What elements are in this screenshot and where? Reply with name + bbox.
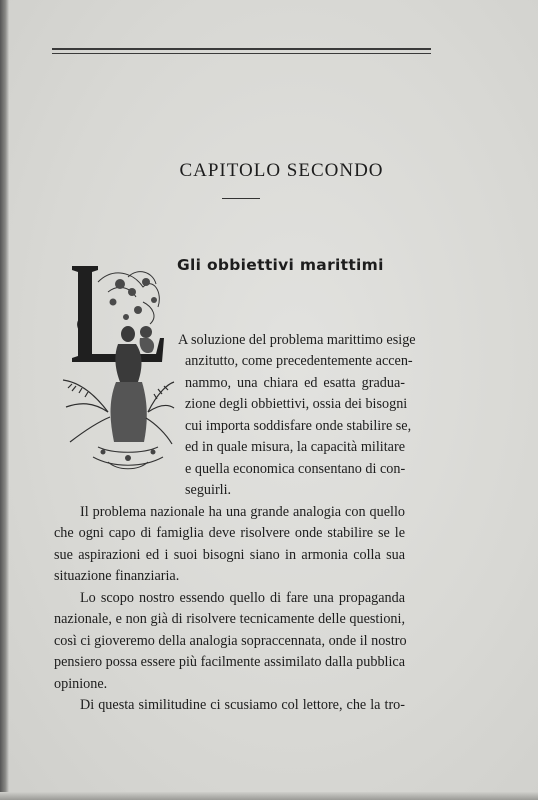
text-line: pensiero possa essere più facilmente assimilato dalla pubblica	[54, 654, 406, 670]
text-line: ed in quale misura, la capacità militare	[185, 439, 405, 455]
text-line: che ogni capo di famiglia deve risolvere onde stabilire se le	[54, 525, 405, 541]
text-line: cui importa soddisfare onde stabilire se,	[185, 418, 412, 434]
text-line: A soluzione del problema marittimo esige	[178, 332, 416, 348]
text-line: opinione.	[54, 676, 108, 692]
header-rule-thick	[52, 48, 431, 50]
text-line: così ci gioveremo della analogia sopraccennata, onde il nostro	[54, 633, 407, 649]
section-title: Gli obbiettivi marittimi	[177, 256, 384, 274]
text-line: seguirli.	[185, 482, 232, 498]
text-line: nazionale, e non già di risolvere tecnicamente delle questioni,	[54, 611, 405, 627]
page-bottom-shadow	[0, 792, 538, 800]
text-line: sue aspirazioni ed i suoi bisogni siano in armonia colla sua	[54, 547, 405, 563]
text-line: zione degli obbiettivi, ossia dei bisogni	[185, 396, 408, 412]
text-line: situazione finanziaria.	[54, 568, 180, 584]
text-line: Lo scopo nostro essendo quello di fare una propaganda	[80, 590, 405, 606]
chapter-heading: CAPITOLO SECONDO	[179, 160, 384, 181]
page-binding-shadow	[0, 0, 9, 800]
header-rule-thin	[52, 53, 431, 54]
text-line: Il problema nazionale ha una grande analogia con quello	[80, 504, 405, 520]
decorated-initial-letter	[58, 262, 176, 474]
text-line: nammo, una chiara ed esatta gradua-	[185, 375, 405, 391]
text-line: Di questa similitudine ci scusiamo col lettore, che la tro-	[80, 697, 405, 713]
text-line: anzitutto, come precedentemente accen-	[185, 353, 413, 369]
text-line: e quella economica consentano di con-	[185, 461, 406, 477]
chapter-underline	[222, 198, 260, 199]
